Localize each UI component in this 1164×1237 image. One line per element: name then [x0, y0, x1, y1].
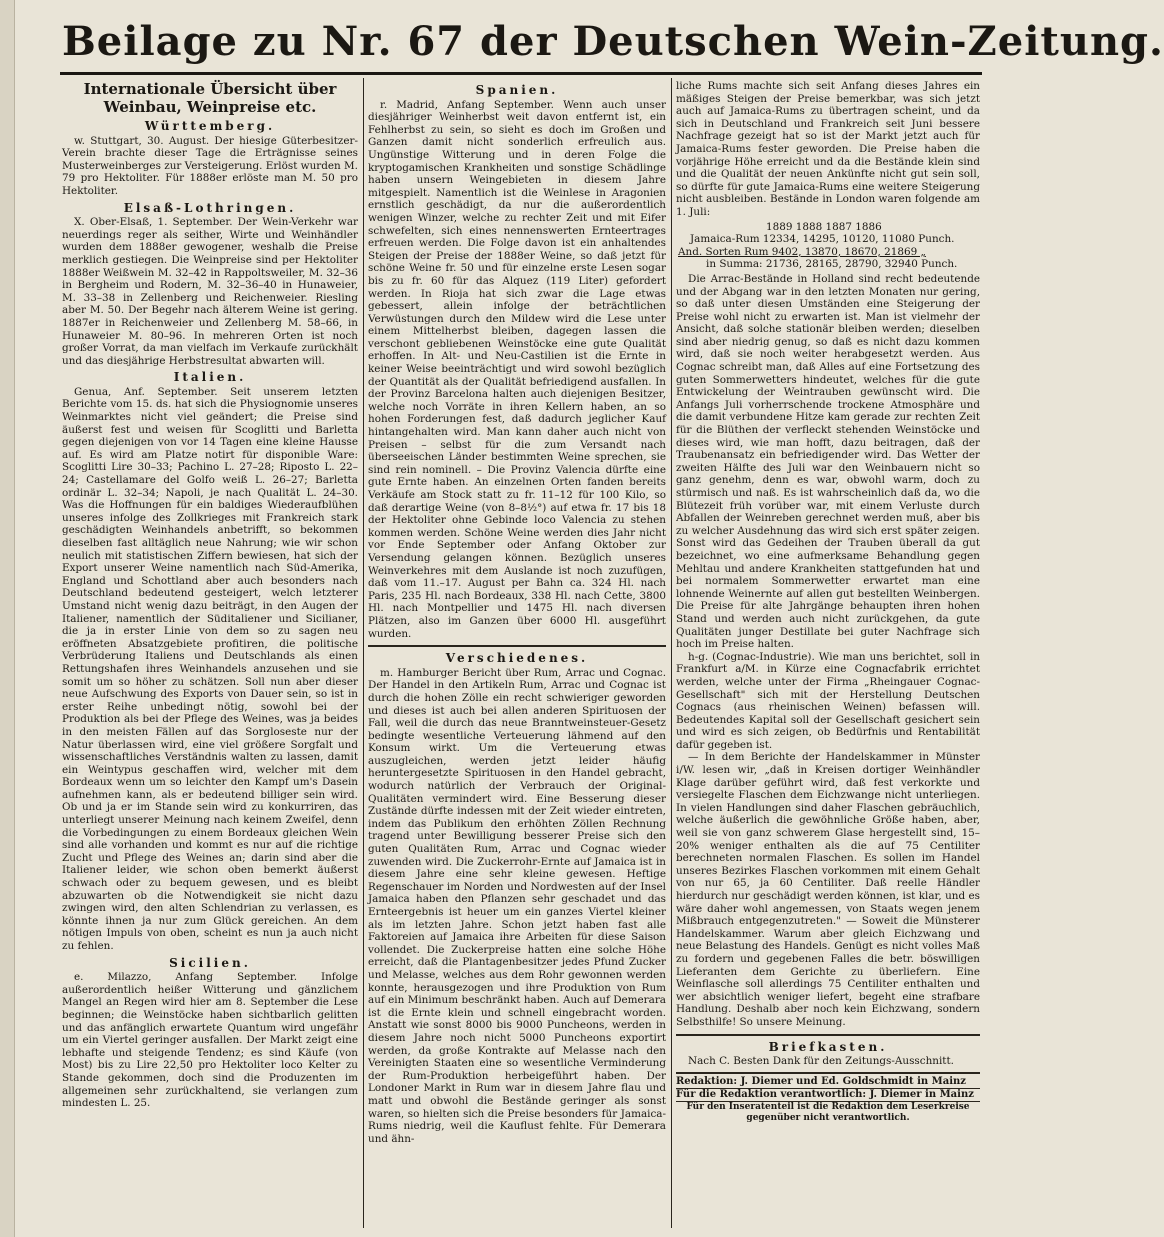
paragraph-wuerttemberg: w. Stuttgart, 30. August. Der hiesige Güterbesitzer-Verein brachte dieser Tage die Erträgnisse seines Musterweinberges zur Versteigerung. Erlöst wurden M. 79 pro Hektoliter. Für 1888er erlöste man M. 50 pro Hektoliter.: [62, 134, 358, 197]
table-years: 1889 1888 1887 1886: [766, 220, 882, 233]
paragraph-hamburger-bericht: m. Hamburger Bericht über Rum, Arrac und Cognac. Der Handel in den Artikeln Rum, Arrac und Cognac ist durch die hohen Zölle ein recht schwieriger geworden und dieses ist auch bei allen anderen Spirituosen der Fall, weil die durch das neue Branntweinsteuer-Gesetz bedingte wesentliche Verteuerung lähmend auf den Konsum wirkt. Um die Verteuerung etwas auszugleichen, werden jetzt leider häufig heruntergesetzte Spirituosen in den Handel gebracht, wodurch natürlich der Verbrauch der Original-Qualitäten vermindert wird. Eine Besserung dieser Zustände dürfte indessen mit der Zeit wieder eintreten, indem das Publikum den erhöhten Zöllen Rechnung tragend unter Bewilligung besserer Preise sich den guten Qualitäten Rum, Arrac und Cognac wieder zuwenden wird. Die Zuckerrohr-Ernte auf Jamaica ist in diesem Jahre eine sehr kleine gewesen. Heftige Regenschauer im Norden und Nordwesten auf der Insel Jamaica haben den Pflanzen sehr geschadet und das Ernteergebnis ist heuer um ein ganzes Viertel kleiner als im letzten Jahre. Schon jetzt haben fast alle Faktoreien auf Jamaica ihre Arbeiten für diese Saison vollendet. Die Zuckerpreise hatten eine solche Höhe erreicht, daß die Plantagenbesitzer jedes Pfund Zucker und Melasse, welches aus dem Rohr gewonnen werden konnte, herausgezogen und ihre Produktion von Rum auf ein Minimum beschränkt haben. Auch auf Demerara ist die Ernte klein und schnell eingebracht worden. Anstatt wie sonst 8000 bis 9000 Puncheons, werden in diesem Jahre noch nicht 5000 Puncheons exportirt werden, da große Kontrakte auf Melasse nach den Vereinigten Staaten eine so wesentliche Verminderung der Rum-Produktion herbeigeführt haben. Der Londoner Markt in Rum war in diesem Jahre flau und matt und obwohl die Bestände geringer als sonst waren, so hielten sich die Preise besonders für Jamaica-Rums niedrig, weil die Kauflust fehlte. Für Demerara und ähn-: [368, 666, 666, 1145]
paragraph-cognac-industrie: h-g. (Cognac-Industrie). Wie man uns berichtet, soll in Frankfurt a/M. in Kürze eine Cognacfabrik errichtet werden, welche unter der Firma „Rheingauer Cognac-Gesellschaft" sich mit der Herstellung Deutschen Cognacs (aus rheinischen Weinen) befassen will. Bedeutendes Kapital soll der Gesellschaft gesichert sein und wird es sich zeigen, ob Bedürfnis und Rentabilität dafür gegeben ist.: [676, 650, 980, 751]
table-row-jamaica: Jamaica-Rum 12334, 14295, 10120, 11080 Punch.: [690, 233, 955, 246]
table-row-other: And. Sorten Rum 9402, 13870, 18670, 21869 „: [678, 245, 926, 258]
section-heading-briefkasten: Briefkasten.: [768, 1039, 888, 1054]
imprint-responsible: Für die Redaktion verantwortlich: J. Diemer in Mainz: [676, 1088, 980, 1101]
imprint-editors: Redaktion: J. Diemer und Ed. Goldschmidt in Mainz: [676, 1075, 966, 1087]
section-heading-elsass: Elsaß-Lothringen.: [123, 200, 297, 215]
paragraph-arrac-cognac: Die Arrac-Bestände in Holland sind recht bedeutende und der Abgang war in den letzten Monaten nur gering, so daß unter diesen Umständen eine Steigerung der Preise wohl nicht zu erwarten ist. Man ist vielmehr der Ansicht, daß solche stationär bleiben werden; dieselben sind aber niedrig genug, so daß es nicht dazu kommen wird, daß sie noch weiter herabgesetzt werden. Aus Cognac schreibt man, daß Alles auf eine Fortsetzung des guten Sommerwetters hindeutet, welches für die gute Entwickelung der Weintrauben gewünscht wird. Die Anfangs Juli vorherrschende trockene Atmosphäre und die damit verbundene Hitze kam gerade zur rechten Zeit für die Blüthen der verfleckt stehenden Weinstöcke und dieses wird, wie man hofft, dazu beitragen, daß der Traubenansatz ein befriedigender wird. Das Wetter der zweiten Hälfte des Juli war den Weinbauern nicht so ganz genehm, denn es war, obwohl warm, doch zu stürmisch und naß. Es ist wahrscheinlich daß da, wo die Blütezeit früh vorüber war, mit einem Verluste durch Abfallen der Weinreben gerechnet werden muß, aber bis zu welcher Ausdehnung das wird sich erst später zeigen. Sonst wird das Gedeihen der Trauben überall da gut bezeichnet, wo eine aufmerksame Behandlung gegen Mehltau und andere Krankheiten stattgefunden hat und bei normalem Sommerwetter erwartet man eine lohnende Weinernte auf allen gut bestellten Weinbergen. Die Preise für alte Jahrgänge behaupten ihren hohen Stand und werden auch nicht zurückgehen, da gute Qualitäten junger Destillate bei guter Nachfrage sich hoch im Preise halten.: [676, 272, 980, 651]
column-1: [62, 80, 358, 1230]
section-heading-italien: Italien.: [173, 370, 247, 385]
paragraph-rum-continued: liche Rums machte sich seit Anfang dieses Jahres ein mäßiges Steigen der Preise bemerkbar, was sich jetzt auch auf Jamaica-Rums zu übertragen scheint, und da sich in Deutschland und Frankreich seit Juni bessere Nachfrage gezeigt hat so ist der Markt jetzt auch für Jamaica-Rums fester geworden. Die Preise haben die vorjährige Höhe erreicht und da die Bestände klein sind und die Qualität der neuen Ankünfte nicht gut sein soll, so dürfte für gute Jamaica-Rums eine weitere Steigerung nicht ausbleiben. Bestände in London waren folgende am 1. Juli:: [676, 80, 980, 218]
paragraph-handelskammer: — In dem Berichte der Handelskammer in Münster i/W. lesen wir, „daß in Kreisen dortiger Weinhändler Klage darüber geführt wird, daß fest verkorkte und versiegelte Flaschen dem Eichzwange nicht unterliegen. In vielen Handlungen sind daher Flaschen gebräuchlich, welche äußerlich die gewöhnliche Größe haben, aber, weil sie von ganz schwerem Glase hergestellt sind, 15–20% weniger enthalten als die auf 75 Centiliter berechneten normalen Flaschen. Es sollen im Handel unseres Bezirkes Flaschen vorkommen mit einem Gehalt von nur 65, ja 60 Centiliter. Daß reelle Händler hierdurch nur geschädigt werden können, ist klar, und es wäre daher wohl angemessen, von Staats wegen jenem Mißbrauch entgegenzutreten." — Soweit die Münsterer Handelskammer. Warum aber gleich Eichzwang und neue Belastung des Handels. Genügt es nicht volles Maß zu fordern und gegebenen Falles die betr. böswilligen Lieferanten dem Gerichte zu überliefern. Eine Weinflasche soll allerdings 75 Centiliter enthalten und wer absichtlich weniger liefert, begeht eine strafbare Handlung. Deshalb aber noch kein Eichzwang, sondern Selbsthilfe! So unsere Meinung.: [676, 751, 980, 1028]
table-sum: in Summa: 21736, 28165, 28790, 32940 Punch.: [706, 258, 958, 271]
paragraph-sicilien: e. Milazzo, Anfang September. Infolge außerordentlich heißer Witterung und gänzlichem Mangel an Regen wird hier am 8. September die Lese beginnen; die Weinstöcke haben sichtbarlich gelitten und das anfänglich erwartete Quantum wird ungefähr um ein Viertel geringer ausfallen. Der Markt zeigt eine lebhafte und steigende Tendenz; es sind Käufe (von Most) bis zu Lire 22,50 pro Hektoliter loco Kelter zu Stande gekommen, doch sind die Produzenten im allgemeinen sehr zurückhaltend, sie verlangen zum mindesten L. 25.: [62, 971, 358, 1110]
paragraph-spanien: r. Madrid, Anfang September. Wenn auch unser diesjähriger Weinherbst weit davon entfernt ist, ein Fehlherbst zu sein, so sieht es doch im Großen und Ganzen damit nicht sonderlich erfreulich aus. Ungünstige Witterung und in deren Folge die kryptogamischen Krankheiten und sonstige Schädlinge haben unsern Weingebieten in diesem Jahre mitgespielt. Namentlich ist die Weinlese in Aragonien ernstlich geschädigt, da nur die außerordentlich wenigen Winzer, welche zu rechter Zeit und mit Eifer schwefelten, sich eines nennenswerten Ernteertrages erfreuen werden. Die Folge davon ist ein anhaltendes Steigen der Preise der 1888er Weine, so daß jetzt für schöne Weine fr. 50 und für einzelne erste Lesen sogar bis zu fr. 60 für das Alquez (119 Liter) gefordert werden. In Rioja hat sich zwar die Lage etwas gebessert, allein infolge der beträchtlichen Verwüstungen durch den Mildew wird die Lese unter einem Mittelherbst bleiben, dagegen lassen die verschont gebliebenen Weinstöcke eine gute Qualität erhoffen. In Alt- und Neu-Castilien ist die Ernte in keiner Weise beeinträchtigt und wird sowohl bezüglich der Quantität als der Qualität befriedigend ausfallen. In der Provinz Barcelona halten auch diejenigen Besitzer, welche noch Vorräte in ihren Kellern haben, an so hohen Forderungen fest, daß dadurch jeglicher Kauf hintangehalten wird. Man kann daher auch nicht von Preisen – selbst für die zum Versandt nach überseeischen Länder bestimmten Weine sprechen, sie sind rein nominell. – Die Provinz Valencia dürfte eine gute Ernte haben. An einzelnen Orten fanden bereits Verkäufe am Stock statt zu fr. 11–12 für 100 Kilo, so daß derartige Weine (von 8–8½°) auf etwa fr. 17 bis 18 der Hektoliter ohne Gebinde loco Valencia zu stehen kommen werden. Schöne Weine werden dies Jahr nicht vor Ende September oder Anfang Oktober zur Versendung gelangen können. Bezüglich unseres Weinverkehres mit dem Auslande ist noch zuzufügen, daß vom 11.–17. August per Bahn ca. 324 Hl. nach Paris, 235 Hl. nach Bordeaux, 338 Hl. nach Cette, 3800 Hl. nach Montpellier und 1475 Hl. nach diversen Plätzen, also im Ganzen über 6000 Hl. ausgeführt wurden.: [368, 98, 666, 640]
paragraph-italien: Genua, Anf. September. Seit unserem letzten Berichte vom 15. ds. hat sich die Physiognomie unseres Weinmarktes nicht viel geändert; die Preise sind äußerst fest und weisen für Scoglitti und Barletta gegen diejenigen von vor 14 Tagen eine kleine Hausse auf. Es wird am Platze notirt für disponible Ware: Scoglitti Lire 30–33; Pachino L. 27–28; Riposto L. 22–24; Castellamare del Golfo weiß L. 26–27; Barletta ordinär L. 32–34; Napoli, je nach Qualität L. 24–30. Was die Hoffnungen für ein baldiges Wiederaufblühen unseres infolge des Zollkrieges mit Frankreich stark geschädigten Weinhandels anbetrifft, so bekommen dieselben fast alltäglich neue Nahrung; wie wir schon neulich mit statistischen Ziffern bewiesen, hat sich der Export unserer Weine namentlich nach Süd-Amerika, England und Schottland aber auch besonders nach Deutschland bedeutend gesteigert, welch letzterer Umstand nicht wenig dazu beiträgt, in den Augen der Italiener, namentlich der Süditaliener und Sicilianer, die ja in erster Linie von dem so zu sagen neu eröffneten Absatzgebiete profitiren, die politische Verbrüderung Italiens und Deutschlands als einen Rettungshafen ihres Weinhandels anzusehen und sie somit um so höher zu schätzen. Soll nun aber dieser neue Aufschwung des Exports von Dauer sein, so ist in erster Reihe unbedingt nötig, sowohl bei der Produktion als bei der Pflege des Weines, was ja beides in den meisten Fällen auf das Sorgloseste nur der Natur überlassen wird, eine viel größere Sorgfalt und wissenschaftliches Verständnis walten zu lassen, damit ein Weintypus geschaffen wird, welcher mit dem Bordeaux wenn um so leichter den Kampf um's Dasein aufnehmen kann, als er bedeutend billiger sein wird. Ob und ja er im Stande sein wird zu konkurriren, das unterliegt unserer Meinung nach keinem Zweifel, denn die Vorbedingungen zu einem Bordeaux gleichen Wein sind alle vorhanden und kommt es nur auf die richtige Zucht und Pflege des Weines an; darin sind aber die Italiener leider, wie schon oben bemerkt äußerst schwach oder zu bequem gewesen, und es bleibt abzuwarten ob die Notwendigkeit sie nicht dazu zwingen wird, den alten Schlendrian zu verlassen, es könnte ihnen ja nur zum Glück gereichen. An dem nötigen Impuls von oben, scheint es nun ja auch nicht zu fehlen.: [62, 385, 358, 952]
imprint-disclaimer: Für den Inseratenteil ist die Redaktion dem Leserkreise gegenüber nicht verantwortlich.: [676, 1101, 980, 1124]
london-stock-table: [676, 221, 980, 271]
section-divider: [676, 1034, 980, 1036]
section-heading-wuerttemberg: Württemberg.: [144, 119, 276, 133]
column-rule-1: [363, 78, 364, 1228]
section-heading-sicilien: Sicilien.: [169, 955, 251, 970]
section-heading-verschiedenes: Verschiedenes.: [445, 651, 589, 666]
column-3: [676, 80, 980, 1230]
column-rule-2: [671, 78, 672, 1228]
article-title: Internationale Übersicht über Weinbau, Weinpreise etc.: [83, 80, 337, 116]
paragraph-briefkasten: Nach C. Besten Dank für den Zeitungs-Ausschnitt.: [688, 1055, 954, 1068]
imprint: [676, 1072, 980, 1124]
page-margin-strip: [0, 0, 15, 1237]
masthead: Beilage zu Nr. 67 der Deutschen Wein-Zeitung.: [62, 18, 1164, 65]
section-heading-spanien: Spanien.: [475, 83, 559, 97]
paragraph-elsass: X. Ober-Elsaß, 1. September. Der Wein-Verkehr war neuerdings reger als seither, Wirte und Weinhändler wurden dem 1888er gewogener, weshalb die Preise merklich gestiegen. Die Weinpreise sind per Hektoliter 1888er Weißwein M. 32–42 in Rappoltsweiler, M. 32–36 in Bergheim und Rodern, M. 32–36–40 in Hunaweier, M. 33–38 in Zellenberg und Reichenweier. Riesling aber M. 50. Der Begehr nach älterem Weine ist gering. 1887er in Reichenweier und Zellenberg M. 58–66, in Hunaweier M. 80–96. In mehreren Orten ist noch großer Vorrat, da man vielfach im Verkaufe zurückhält und das diesjährige Herbstresultat abwarten will.: [62, 216, 358, 367]
section-divider: [368, 645, 666, 647]
column-2: [368, 80, 666, 1230]
masthead-rule: [60, 72, 982, 75]
